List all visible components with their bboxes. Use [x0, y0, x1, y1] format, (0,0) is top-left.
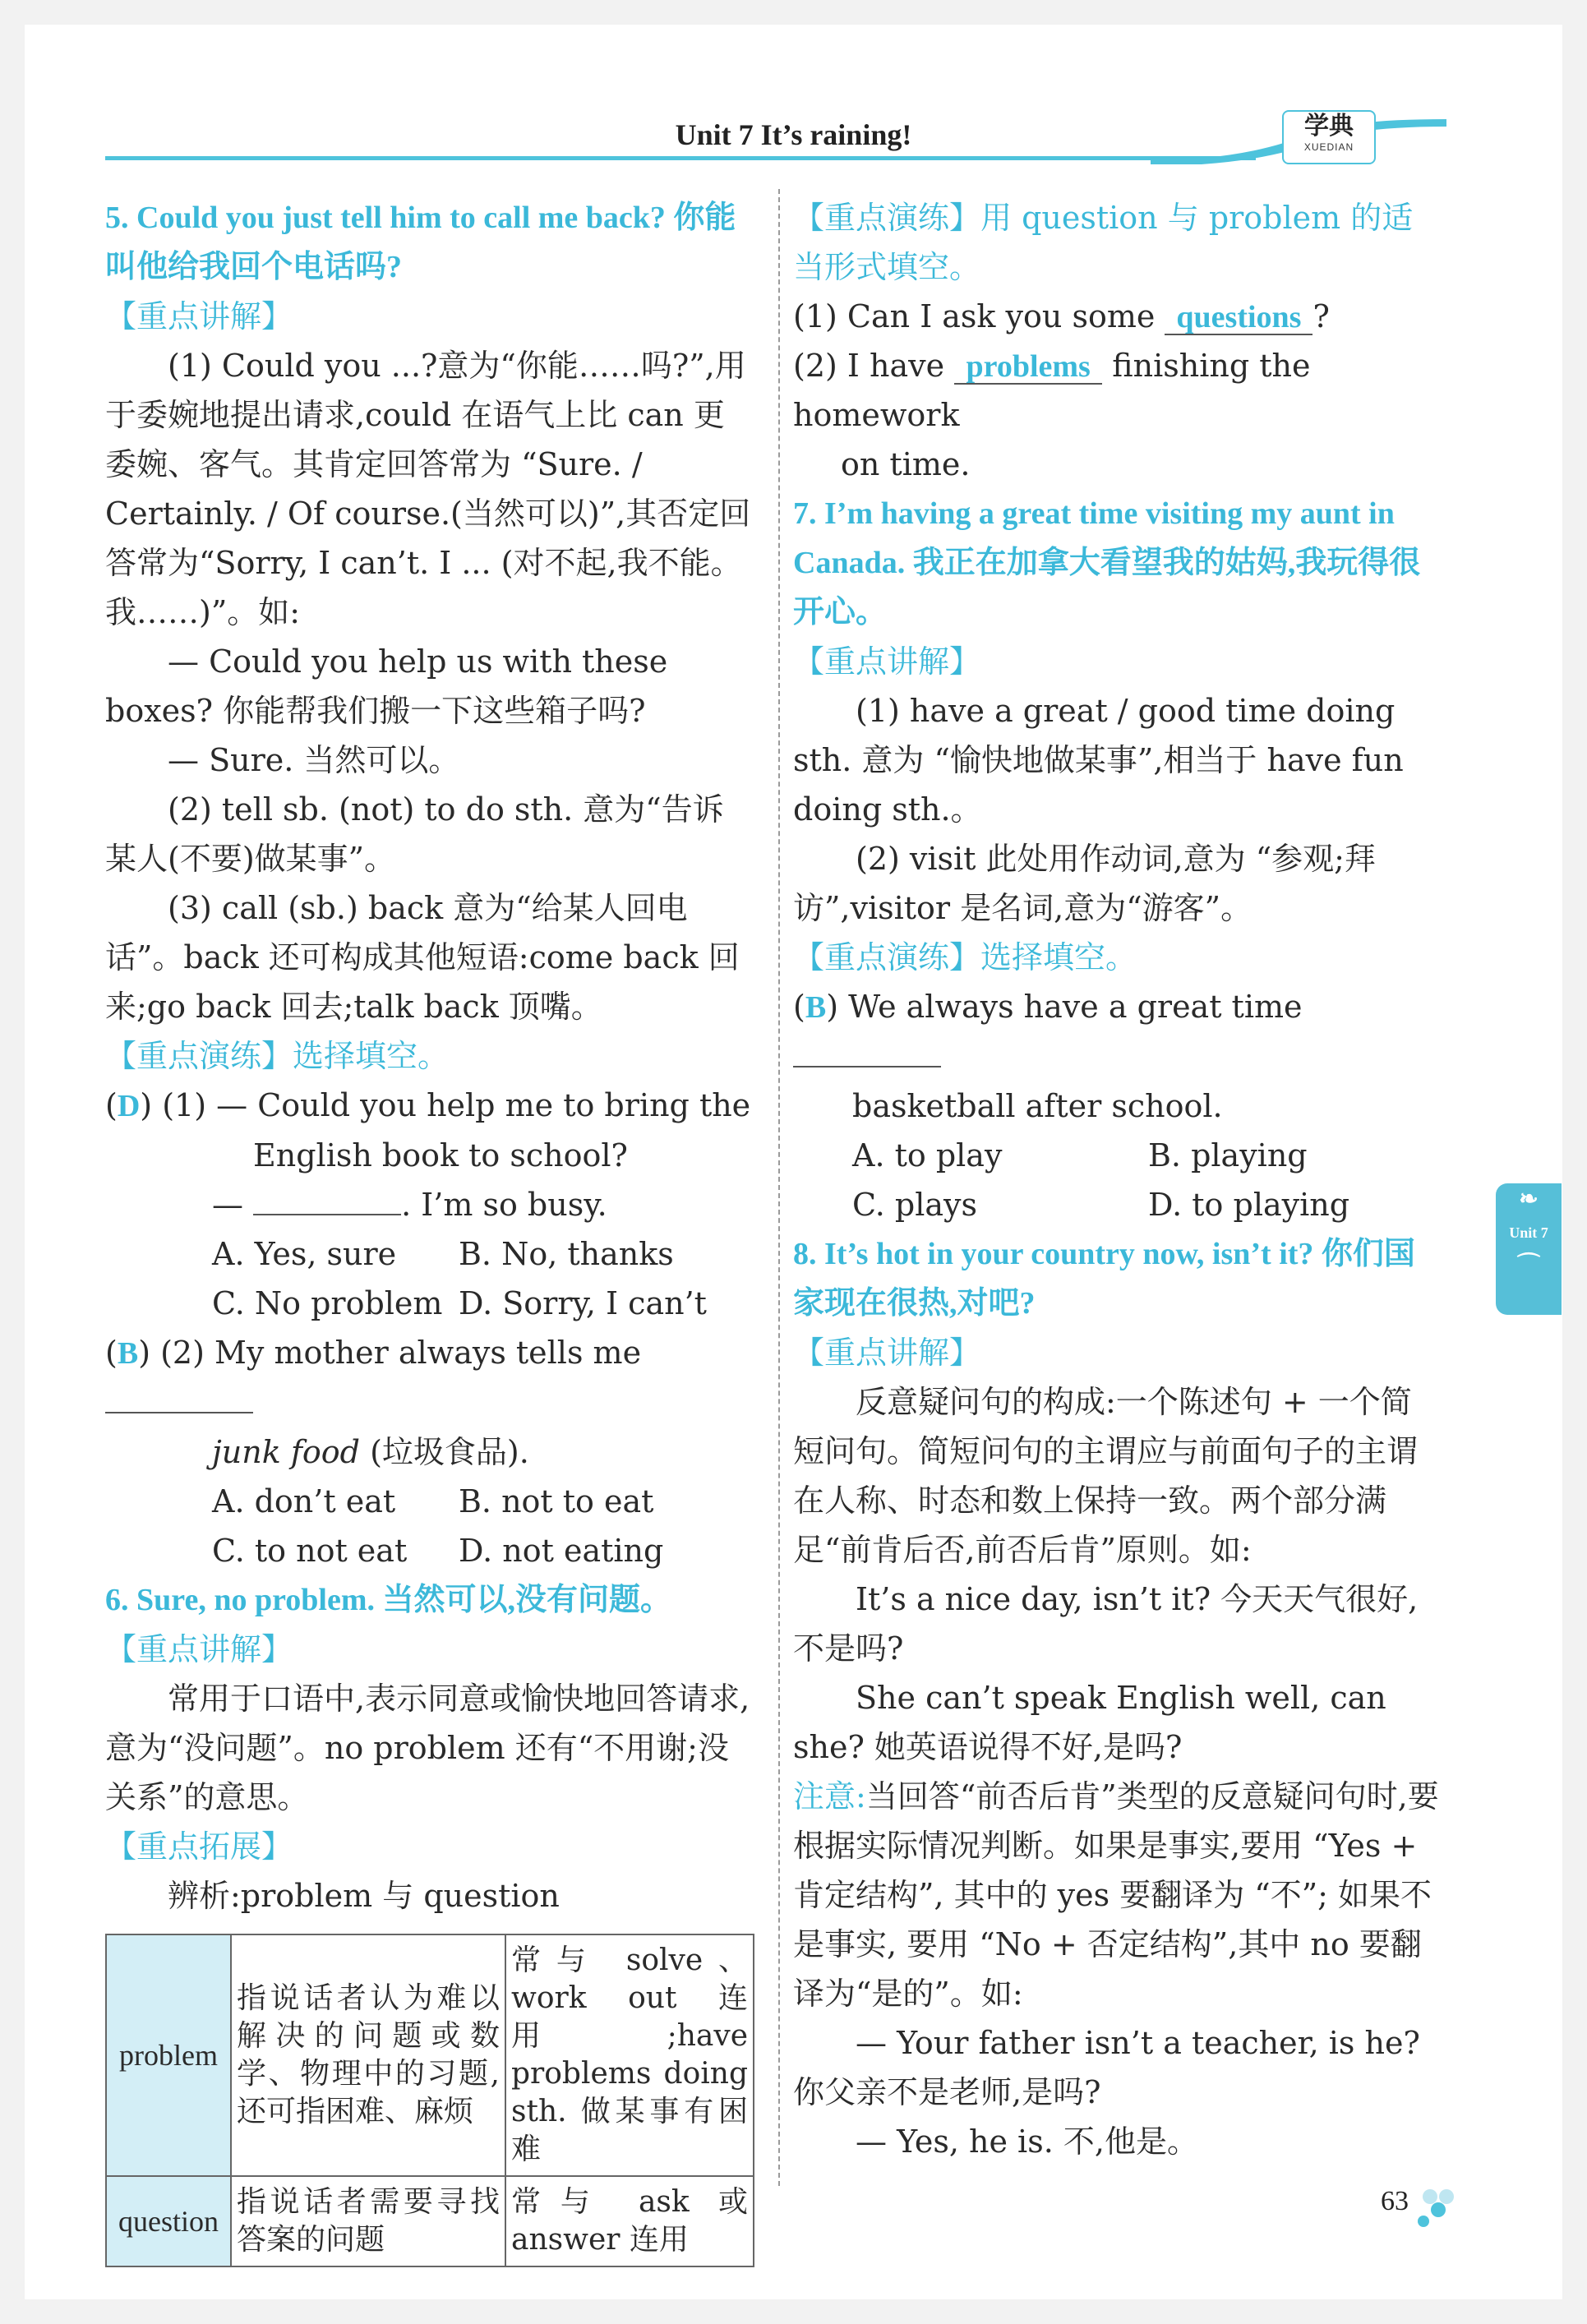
option-c: C. to not eat [212, 1533, 408, 1569]
section-8-explain-label: 【重点讲解】 [793, 1335, 981, 1371]
section-5-example-2: — Sure. 当然可以。 [168, 742, 460, 778]
right-column: 【重点演练】用 question 与 problem 的适当形式填空。 (1) Can I ask you some questions ? (2) I have problems finishing the homework on time. 7. I’m having a great time visiting my aunt in Canada. 我正在加拿大看望我的姑妈,我玩得很开心。 【重点讲解】 (1) have a great / good time doing sth. 意为 “愉快地做某事”,相当于 have fun doing sth.。 (2) visit 此处用作动词,意为 “参观;拜访”,visitor 是名词,意为“游客”。 【重点演练】选择填空。 (B) We always have a great time basketball after school. A. to play B. playing C. plays D. to playing 8. It’s hot in your country now, isn’t it? 你们国家现在很热,对吧? 【重点讲解】 反意疑问句的构成:一个陈述句 + 一个简短问句。简短问句的主谓应与前面句子的主谓在人称、时态和数上保持一致。两个部分满足“前肯后否,前否后肯”原则。如: It’s a nice day, isn’t it? 今天天气很好,不是吗? She can’t speak English well, can she? 她英语说得不好,是吗? 注意:当回答“前否后肯”类型的反意疑问句时,要根据实际情况判断。如果是事实,要用 “Yes + 肯定结构”, 其中的 yes 要翻译为 “不”; 如果不是事实, 要用 “No + 否定结构”,其中 no 要翻译为“是的”。如: — Your father isn’t a teacher, is he? 你父亲不是老师,是吗? — Yes, he is. 不,他是。 [793, 193, 1442, 2166]
problem-question-table [105, 1934, 754, 2267]
table-key: problem [106, 1934, 231, 2176]
section-6-extend-label: 【重点拓展】 [105, 1828, 293, 1865]
section-8-example-2: She can’t speak English well, can she? 她英语说得不好,是吗? [793, 1680, 1386, 1765]
section-7-point-1: (1) have a great / good time doing sth. 意为 “愉快地做某事”,相当于 have fun doing sth.。 [793, 693, 1404, 828]
table-key: question [106, 2176, 231, 2266]
exercise-5-1: (D) (1) — Could you help me to bring the English book to school? — . I’m so busy. A. Yes, sure B. No, thanks C. No problem D. Sorry, I can’t [105, 1081, 754, 1328]
answer-fill-1: questions [1165, 301, 1313, 335]
page-header-title: Unit 7 It’s raining! [675, 118, 912, 151]
answer-5-1: D [117, 1089, 141, 1123]
option-d: D. Sorry, I can’t [459, 1285, 707, 1321]
option-c: C. No problem [212, 1285, 443, 1321]
table-usage: 常与 ask 或 answer 连用 [505, 2176, 754, 2266]
section-7-practice-heading: 【重点演练】选择填空。 [793, 939, 1137, 975]
option-b: B. not to eat [459, 1483, 654, 1519]
table-meaning: 指说话者需要寻找答案的问题 [231, 2176, 505, 2266]
section-6-point-1: 常用于口语中,表示同意或愉快地回答请求,意为“没问题”。no problem 还有“不用谢;没关系”的意思。 [105, 1681, 750, 1815]
answer-5-2: B [117, 1336, 139, 1371]
table-row [106, 2176, 754, 2266]
section-7-point-2: (2) visit 此处用作动词,意为 “参观;拜访”,visitor 是名词,意为“游客”。 [793, 841, 1376, 926]
section-8-example-3: — Your father isn’t a teacher, is he? 你父亲不是老师,是吗? [793, 2025, 1420, 2110]
unit-side-tab: ❧ Unit 7 ⌒ [1496, 1183, 1562, 1315]
answer-blank [793, 1066, 941, 1067]
section-5-point-2: (2) tell sb. (not) to do sth. 意为“告诉某人(不要)做某事”。 [105, 791, 724, 877]
section-5-title: 5. Could you just tell him to call me back? 你能叫他给我回个电话吗? [105, 201, 736, 284]
xuedian-logo: 学典 XUEDIAN [1282, 110, 1376, 164]
answer-fill-2: problems [954, 350, 1102, 385]
wing-icon: ❧ [1519, 1187, 1539, 1212]
option-b: B. playing [1148, 1137, 1308, 1174]
option-d: D. not eating [459, 1533, 664, 1569]
header-rule [105, 156, 1256, 160]
option-a: A. to play [852, 1137, 1003, 1174]
section-8-note: 注意:当回答“前否后肯”类型的反意疑问句时,要根据实际情况判断。如果是事实,要用 “Yes + 肯定结构”, 其中的 yes 要翻译为 “不”; 如果不是事实, 要用 “No + 否定结构”,其中 no 要翻译为“是的”。如: [793, 1778, 1439, 2012]
section-5-example-1: — Could you help us with these boxes? 你能帮我们搬一下这些箱子吗? [105, 643, 668, 729]
left-column [105, 193, 754, 2267]
section-7-title: 7. I’m having a great time visiting my aunt in Canada. 我正在加拿大看望我的姑妈,我玩得很开心。 [793, 496, 1421, 629]
option-d: D. to playing [1148, 1187, 1350, 1223]
table-meaning: 指说话者认为难以解决的问题或数学、物理中的习题,还可指困难、麻烦 [231, 1934, 505, 2176]
section-6-title: 6. Sure, no problem. 当然可以,没有问题。 [105, 1583, 671, 1617]
section-6-explain-label: 【重点讲解】 [105, 1631, 293, 1667]
hexagon-dots-decoration [1414, 2182, 1463, 2231]
answer-blank [253, 1214, 401, 1215]
page-number: 63 [1381, 2186, 1409, 2216]
option-c: C. plays [852, 1187, 977, 1223]
section-5-explain-label: 【重点讲解】 [105, 298, 293, 334]
table-usage: 常与 solve、work out 连用;have problems doing sth. 做某事有困难 [505, 1934, 754, 2176]
answer-7: B [805, 990, 827, 1025]
section-5-point-3: (3) call (sb.) back 意为“给某人回电话”。back 还可构成其他短语:come back 回来;go back 回去;talk back 顶嘴。 [105, 890, 740, 1025]
exercise-fill-2: (2) I have problems finishing the homework [793, 348, 1311, 433]
section-5-practice-heading: 【重点演练】选择填空。 [105, 1038, 450, 1074]
section-8-title: 8. It’s hot in your country now, isn’t it? 你们国家现在很热,对吧? [793, 1237, 1415, 1321]
exercise-7: (B) We always have a great time basketball after school. A. to play B. playing C. plays D. to playing [793, 982, 1442, 1229]
option-b: B. No, thanks [459, 1236, 674, 1272]
option-a: A. don’t eat [212, 1483, 396, 1519]
section-5-point-1: (1) Could you ...?意为“你能……吗?”,用于委婉地提出请求,could 在语气上比 can 更委婉、客气。其肯定回答常为 “Sure. / Certainly. / Of course.(当然可以)”,其否定回答常为“Sorry, I can’t. I ... (对不起,我不能。我……)”。如: [105, 348, 751, 630]
answer-blank [105, 1412, 253, 1413]
section-8-example-4: — Yes, he is. 不,他是。 [856, 2123, 1198, 2160]
section-8-example-1: It’s a nice day, isn’t it? 今天天气很好,不是吗? [793, 1581, 1419, 1667]
compare-heading: 辨析:problem 与 question [168, 1878, 560, 1914]
practice-heading-question-problem: 【重点演练】用 question 与 problem 的适当形式填空。 [793, 200, 1414, 285]
table-row [106, 1934, 754, 2176]
exercise-5-2: (B) (2) My mother always tells me junk food (垃圾食品). A. don’t eat B. not to eat C. to not eat D. not eating [105, 1328, 754, 1575]
column-divider [778, 189, 780, 2186]
option-a: A. Yes, sure [212, 1236, 397, 1272]
section-7-explain-label: 【重点讲解】 [793, 643, 981, 680]
exercise-fill-1: (1) Can I ask you some questions ? [793, 298, 1330, 334]
question-stem: (1) — Could you help me to bring the [162, 1087, 751, 1123]
section-8-point-1: 反意疑问句的构成:一个陈述句 + 一个简短问句。简短问句的主谓应与前面句子的主谓在人称、时态和数上保持一致。两个部分满足“前肯后否,前否后肯”原则。如: [793, 1384, 1419, 1568]
swirl-icon: ⌒ [1516, 1252, 1540, 1278]
